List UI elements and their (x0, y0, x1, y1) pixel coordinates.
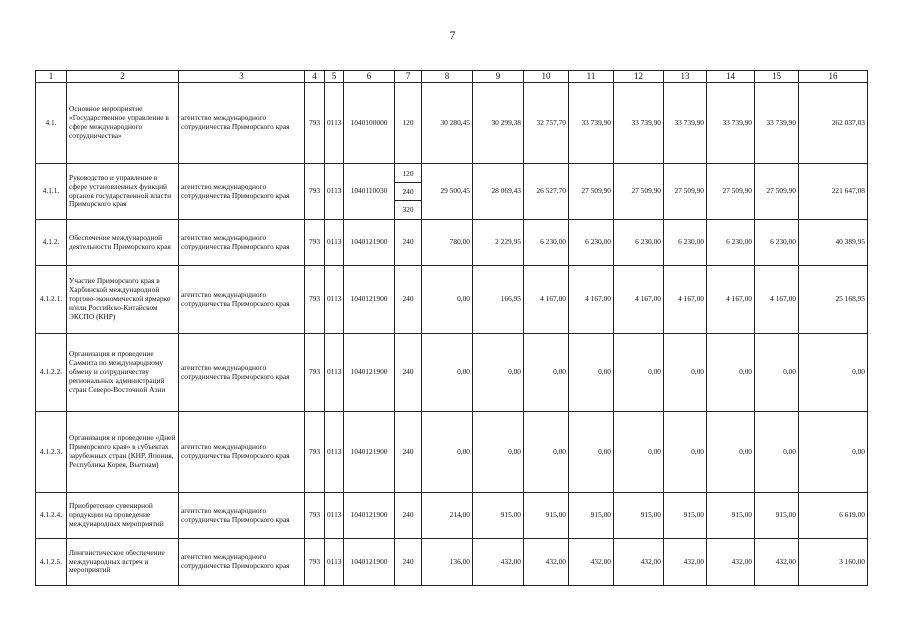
value-cell: 0,00 (473, 334, 524, 412)
value-cell: 27 509,90 (755, 164, 799, 220)
executor: агентство международного сотрудничества Приморского края (179, 220, 305, 266)
column-header: 12 (614, 71, 664, 83)
total-cell: 262 037,03 (799, 83, 868, 164)
rzpr-code: 0113 (325, 83, 344, 164)
total-cell: 25 168,95 (799, 266, 868, 334)
value-cell: 0,00 (569, 334, 614, 412)
rzpr-code: 0113 (325, 493, 344, 539)
value-cell: 4 167,00 (614, 266, 664, 334)
table-row (36, 220, 868, 266)
grbs-code: 793 (305, 266, 325, 334)
value-cell: 915,00 (707, 493, 755, 539)
value-cell: 33 739,90 (707, 83, 755, 164)
value-cell: 6 230,00 (664, 220, 707, 266)
value-cell: 915,00 (614, 493, 664, 539)
table-row (36, 334, 868, 412)
column-header: 7 (395, 71, 422, 83)
total-cell: 0,00 (799, 334, 868, 412)
total-cell: 6 619,00 (799, 493, 868, 539)
value-cell: 4 167,00 (524, 266, 569, 334)
grbs-code: 793 (305, 539, 325, 586)
csr-code: 1040121900 (344, 412, 395, 493)
value-cell: 214,00 (422, 493, 473, 539)
value-cell: 0,00 (524, 412, 569, 493)
kvr-code: 120 (395, 83, 422, 164)
value-cell: 915,00 (664, 493, 707, 539)
value-cell: 432,00 (707, 539, 755, 586)
budget-table (35, 70, 868, 586)
value-cell: 432,00 (473, 539, 524, 586)
csr-code: 1040121900 (344, 220, 395, 266)
table-row (36, 266, 868, 334)
row-number: 4.1.2.4. (36, 493, 67, 539)
value-cell: 33 739,90 (755, 83, 799, 164)
value-cell: 0,00 (614, 412, 664, 493)
rzpr-code: 0113 (325, 412, 344, 493)
value-cell: 915,00 (755, 493, 799, 539)
value-cell: 0,00 (664, 412, 707, 493)
row-number: 4.1.2.1. (36, 266, 67, 334)
column-header: 6 (344, 71, 395, 83)
measure-name: Обеспечение международной деятельности Приморского края (67, 220, 179, 266)
column-header: 10 (524, 71, 569, 83)
table-row (36, 164, 868, 220)
measure-name: Участие Приморского края в Харбинской международной торгово-экономической ярмарке и/или Российско-Китайском ЭКСПО (КНР) (67, 266, 179, 334)
value-cell: 915,00 (524, 493, 569, 539)
value-cell: 27 509,90 (664, 164, 707, 220)
kvr-code: 240 (395, 266, 422, 334)
executor: агентство международного сотрудничества Приморского края (179, 539, 305, 586)
executor: агентство международного сотрудничества Приморского края (179, 412, 305, 493)
value-cell: 30 280,45 (422, 83, 473, 164)
column-header: 1 (36, 71, 67, 83)
value-cell: 915,00 (569, 493, 614, 539)
value-cell: 0,00 (422, 412, 473, 493)
value-cell: 0,00 (422, 266, 473, 334)
measure-name: Основное мероприятие «Государственное управление в сфере международного сотрудничества» (67, 83, 179, 164)
total-cell: 0,00 (799, 412, 868, 493)
value-cell: 432,00 (614, 539, 664, 586)
grbs-code: 793 (305, 334, 325, 412)
rzpr-code: 0113 (325, 220, 344, 266)
kvr-code: 240 (395, 220, 422, 266)
table-row (36, 493, 868, 539)
rzpr-code: 0113 (325, 164, 344, 220)
column-header: 11 (569, 71, 614, 83)
value-cell: 0,00 (524, 334, 569, 412)
value-cell: 27 509,90 (707, 164, 755, 220)
value-cell: 4 167,00 (755, 266, 799, 334)
value-cell: 0,00 (473, 412, 524, 493)
column-header: 13 (664, 71, 707, 83)
kvr-code: 240 (395, 412, 422, 493)
kvr-code: 240 (395, 334, 422, 412)
executor: агентство международного сотрудничества Приморского края (179, 83, 305, 164)
value-cell: 0,00 (422, 334, 473, 412)
value-cell: 0,00 (614, 334, 664, 412)
value-cell: 33 739,90 (664, 83, 707, 164)
rzpr-code: 0113 (325, 266, 344, 334)
kvr-code-stack (395, 164, 422, 220)
value-cell: 0,00 (664, 334, 707, 412)
measure-name: Организация и проведение Саммита по международному обмену и сотрудничеству региональных администраций стран Северо-Восточной Азии (67, 334, 179, 412)
row-number: 4.1.2.2. (36, 334, 67, 412)
csr-code: 1040110030 (344, 164, 395, 220)
kvr-code: 320 (402, 205, 414, 214)
column-header: 3 (179, 71, 305, 83)
header-row (36, 71, 868, 83)
value-cell: 0,00 (755, 334, 799, 412)
grbs-code: 793 (305, 83, 325, 164)
value-cell: 0,00 (707, 412, 755, 493)
value-cell: 432,00 (569, 539, 614, 586)
column-header: 2 (67, 71, 179, 83)
rzpr-code: 0113 (325, 334, 344, 412)
value-cell: 27 509,90 (614, 164, 664, 220)
value-cell: 33 739,90 (569, 83, 614, 164)
value-cell: 6 230,00 (524, 220, 569, 266)
value-cell: 780,00 (422, 220, 473, 266)
column-header: 9 (473, 71, 524, 83)
value-cell: 28 069,43 (473, 164, 524, 220)
value-cell: 4 167,00 (569, 266, 614, 334)
kvr-code: 240 (395, 493, 422, 539)
row-number: 4.1.2.5. (36, 539, 67, 586)
value-cell: 27 509,90 (569, 164, 614, 220)
value-cell: 136,00 (422, 539, 473, 586)
total-cell: 3 160,00 (799, 539, 868, 586)
value-cell: 432,00 (755, 539, 799, 586)
total-cell: 221 647,08 (799, 164, 868, 220)
grbs-code: 793 (305, 412, 325, 493)
column-header: 4 (305, 71, 325, 83)
executor: агентство международного сотрудничества Приморского края (179, 164, 305, 220)
measure-name: Приобретение сувенирной продукции на проведение международных мероприятий (67, 493, 179, 539)
column-header: 5 (325, 71, 344, 83)
row-number: 4.1.2. (36, 220, 67, 266)
value-cell: 6 230,00 (569, 220, 614, 266)
value-cell: 32 757,70 (524, 83, 569, 164)
value-cell: 6 230,00 (707, 220, 755, 266)
value-cell: 432,00 (664, 539, 707, 586)
row-number: 4.1.1. (36, 164, 67, 220)
kvr-code: 120 (395, 165, 421, 183)
kvr-code: 240 (395, 183, 421, 201)
value-cell: 4 167,00 (707, 266, 755, 334)
csr-code: 1040121900 (344, 539, 395, 586)
value-cell: 30 299,38 (473, 83, 524, 164)
executor: агентство международного сотрудничества Приморского края (179, 334, 305, 412)
executor: агентство международного сотрудничества Приморского края (179, 493, 305, 539)
measure-name: Руководство и управление в сфере установленных функций органов государственной власти Приморского края (67, 164, 179, 220)
value-cell: 6 230,00 (614, 220, 664, 266)
value-cell: 2 229,95 (473, 220, 524, 266)
table-row (36, 83, 868, 164)
value-cell: 29 500,45 (422, 164, 473, 220)
row-number: 4.1.2.3. (36, 412, 67, 493)
column-header: 14 (707, 71, 755, 83)
value-cell: 166,95 (473, 266, 524, 334)
row-number: 4.1. (36, 83, 67, 164)
csr-code: 1040100000 (344, 83, 395, 164)
grbs-code: 793 (305, 164, 325, 220)
value-cell: 0,00 (707, 334, 755, 412)
measure-name: Лингвистическое обеспечение международных встреч и мероприятий (67, 539, 179, 586)
csr-code: 1040121900 (344, 493, 395, 539)
total-cell: 40 389,95 (799, 220, 868, 266)
table-row (36, 539, 868, 586)
measure-name: Организация и проведение «Дней Приморского края» в субъектах зарубежных стран (КНР, Япония, Республика Корея, Вьетнам) (67, 412, 179, 493)
value-cell: 0,00 (569, 412, 614, 493)
executor: агентство международного сотрудничества Приморского края (179, 266, 305, 334)
value-cell: 432,00 (524, 539, 569, 586)
table-row (36, 412, 868, 493)
csr-code: 1040121900 (344, 334, 395, 412)
column-header: 8 (422, 71, 473, 83)
value-cell: 6 230,00 (755, 220, 799, 266)
column-header: 15 (755, 71, 799, 83)
value-cell: 915,00 (473, 493, 524, 539)
value-cell: 26 527,70 (524, 164, 569, 220)
kvr-code: 240 (395, 539, 422, 586)
value-cell: 0,00 (755, 412, 799, 493)
grbs-code: 793 (305, 493, 325, 539)
value-cell: 4 167,00 (664, 266, 707, 334)
grbs-code: 793 (305, 220, 325, 266)
page-number: 7 (449, 28, 456, 42)
column-header: 16 (799, 71, 868, 83)
csr-code: 1040121900 (344, 266, 395, 334)
rzpr-code: 0113 (325, 539, 344, 586)
value-cell: 33 739,90 (614, 83, 664, 164)
